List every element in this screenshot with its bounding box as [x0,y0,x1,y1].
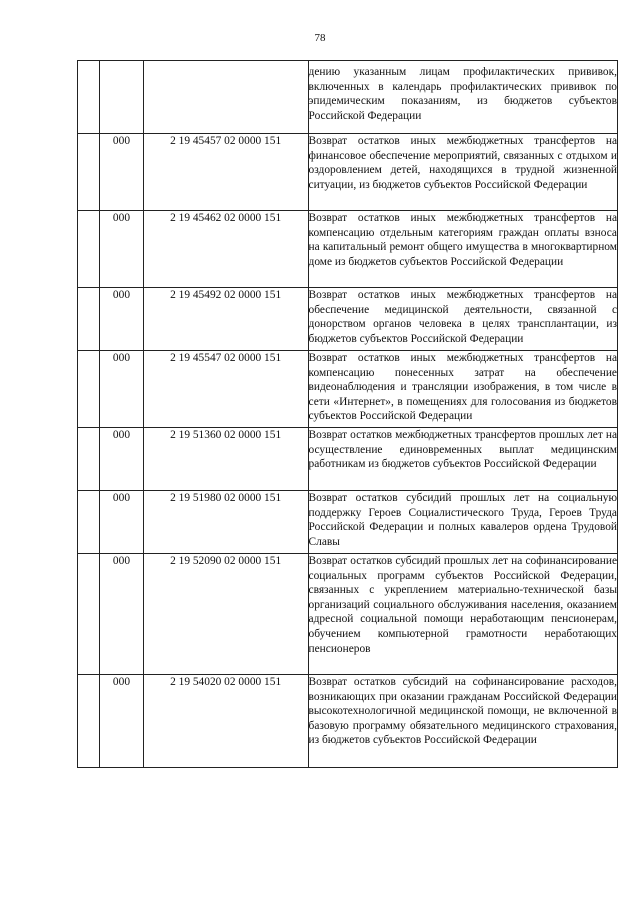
table-row [78,288,618,351]
empty-cell [78,491,100,554]
table-row [78,554,618,675]
description-text: Возврат остатков межбюджетных трансфертов прошлых лет на осуществление единовременных выплат медицинским работникам из бюджетов субъектов Российской Федерации [308,429,617,471]
description-text: Возврат остатков субсидий на софинансирование расходов, возникающих при оказании гражданам Российской Федерации высокотехнологичной медицинской помощи, не включенной в базовую программу обязательного медицинского страхования, из бюджетов субъектов Российской Федерации [308,676,617,747]
budget-code-cell: 2 19 54020 02 0000 151 [143,675,308,768]
description-text: Возврат остатков субсидий прошлых лет на софинансирование социальных программ субъектов Российской Федерации, связанных с укреплением материально-технической базы организаций социального обслуживания населения, оказанием адресной социальной помощи неработающим пенсионерам, обучением компьютерной грамотности неработающих пенсионеров [308,555,617,655]
empty-cell [78,134,100,211]
budget-code-cell [143,61,308,134]
description-cell [308,675,617,768]
empty-cell [78,554,100,675]
admin-code-cell: 000 [100,211,143,288]
description-cell [308,134,617,211]
admin-code-cell [100,61,143,134]
budget-code-cell: 2 19 45492 02 0000 151 [143,288,308,351]
budget-code-cell: 2 19 52090 02 0000 151 [143,554,308,675]
table-row [78,675,618,768]
empty-cell [78,428,100,491]
description-cell [308,211,617,288]
description-text: Возврат остатков иных межбюджетных трансфертов на финансовое обеспечение мероприятий, связанных с отдыхом и оздоровлением детей, находящихся в трудной жизненной ситуации, из бюджетов субъектов Российской Федерации [308,135,617,191]
admin-code-cell: 000 [100,491,143,554]
description-text: Возврат остатков иных межбюджетных трансфертов на компенсацию отдельным категориям граждан оплаты взноса на капитальный ремонт общего имущества в многоквартирном доме из бюджетов субъектов Российской Федерации [308,212,617,268]
description-cell [308,491,617,554]
budget-codes-table [77,60,618,768]
description-cell [308,61,617,134]
empty-cell [78,675,100,768]
admin-code-cell: 000 [100,675,143,768]
page-number: 78 [314,32,326,44]
empty-cell [78,61,100,134]
table-row [78,61,618,134]
budget-code-cell: 2 19 45457 02 0000 151 [143,134,308,211]
empty-cell [78,288,100,351]
table-row [78,134,618,211]
table-row [78,351,618,428]
description-text: Возврат остатков иных межбюджетных трансфертов на компенсацию понесенных затрат на обеспечение видеонаблюдения и трансляции изображения, в том числе в сети «Интернет», в помещениях для голосования из бюджетов субъектов Российской Федерации [308,352,617,423]
budget-code-cell: 2 19 51980 02 0000 151 [143,491,308,554]
empty-cell [78,351,100,428]
description-text: Возврат остатков субсидий прошлых лет на социальную поддержку Героев Социалистического Труда, Героев Труда Российской Федерации и полных кавалеров ордена Трудовой Славы [308,492,617,548]
description-cell [308,351,617,428]
table-row [78,211,618,288]
admin-code-cell: 000 [100,288,143,351]
description-text: Возврат остатков иных межбюджетных трансфертов на обеспечение медицинской деятельности, связанной с донорством органов человека в целях трансплантации, из бюджетов субъектов Российской Федерации [308,289,617,345]
admin-code-cell: 000 [100,134,143,211]
description-text: дению указанным лицам профилактических прививок, включенных в календарь профилактических прививок по эпидемическим показаниям, из бюджетов субъектов Российской Федерации [308,66,617,122]
description-cell [308,554,617,675]
description-cell [308,288,617,351]
budget-code-cell: 2 19 45547 02 0000 151 [143,351,308,428]
table-row [78,491,618,554]
budget-code-cell: 2 19 45462 02 0000 151 [143,211,308,288]
admin-code-cell: 000 [100,428,143,491]
budget-code-cell: 2 19 51360 02 0000 151 [143,428,308,491]
description-cell [308,428,617,491]
admin-code-cell: 000 [100,351,143,428]
table-row [78,428,618,491]
admin-code-cell: 000 [100,554,143,675]
empty-cell [78,211,100,288]
